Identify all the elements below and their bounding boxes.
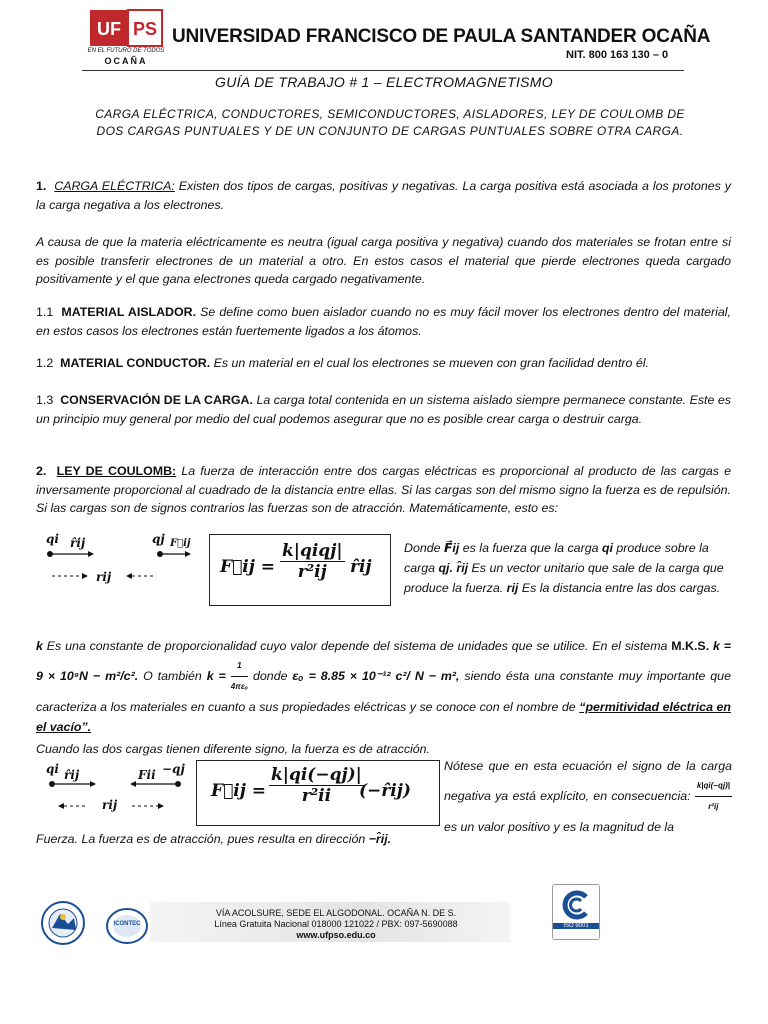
nit: NIT. 800 163 130 – 0 bbox=[566, 49, 669, 61]
distance-label: rij bbox=[102, 798, 118, 812]
section-1-heading: CARGA ELÉCTRICA: bbox=[54, 179, 175, 193]
section-1-2: 1.2 MATERIAL CONDUCTOR. Es un material en el cual los electrones se mueven con gran facilidad dentro él. bbox=[36, 356, 649, 370]
distance-label: rij bbox=[96, 570, 112, 584]
section-1-3: 1.3 CONSERVACIÓN DE LA CARGA. La carga total contenida en un sistema aislado siempre permanece constante. Este es un principio muy general por medio del cual podemos asegurar que no es posible crear carga o destruir carga. bbox=[36, 393, 731, 426]
attraction-intro: Cuando las dos cargas tienen diferente signo, la fuerza es de atracción. bbox=[36, 742, 430, 756]
header-divider bbox=[82, 70, 684, 71]
final-line: Fuerza. La fuerza es de atracción, pues resulta en dirección −r̂ij. bbox=[36, 832, 392, 846]
neutral-paragraph: A causa de que la materia eléctricamente es neutra (igual carga positiva y negativa) cuando dos materiales se frotan entre si es posible transferir electrones de un material a otro. En estos casos el material que pierde electrones queda cargado positivamente y el que gana electrones queda cargado negativamente. bbox=[36, 235, 731, 286]
equation-2-description: Nótese que en esta ecuación el signo de la carga negativa ya está explícito, en consecuencia: $\frac{k|qi(-qj)|}{\text{r²ij}}$ es un valor positivo y es la magnitud de la bbox=[444, 759, 732, 834]
footer-seal-icontec bbox=[104, 906, 150, 946]
charge-qj-label: qj bbox=[152, 532, 165, 546]
coulomb-diagram-attraction bbox=[40, 762, 190, 818]
k-constant-paragraph: k Es una constante de proporcionalidad cuyo valor depende del sistema de unidades que se utilice. En el sistema M.K.S. k = 9 × 10⁹N − m²/c². O también k = $\frac{1}{\text{4πεₒ}}$ donde εₒ = 8.85 × 10⁻¹² c²/ N − m², siendo ésta una constante muy importante que caracteriza a los materiales en cuanto a sus propiedades eléctricas y se conoce con el nombre de “permitividad eléctrica en el vacío”. bbox=[36, 639, 731, 734]
svg-text:PS: PS bbox=[132, 19, 158, 39]
coulomb-diagram-repulsion bbox=[40, 532, 200, 592]
section-1-1: 1.1 MATERIAL AISLADOR. Se define como buen aislador cuando no es muy fácil mover los electrones dentro del material, en estos casos los electrones están fuertemente ligados a los átomos. bbox=[36, 305, 731, 338]
unit-vector-label: r̂ij bbox=[64, 768, 80, 782]
university-logo bbox=[84, 8, 168, 70]
charge-qi-label: qi bbox=[46, 762, 59, 776]
unit-vector-label: r̂ij bbox=[70, 536, 86, 550]
footer-seal-colombia bbox=[38, 900, 88, 946]
charge-neg-qj-label: −qj bbox=[162, 762, 185, 776]
icontec-label: ICONTEC bbox=[113, 921, 141, 927]
subtitle: CARGA ELÉCTRICA, CONDUCTORES, SEMICONDUCTORES, AISLADORES, LEY DE COULOMB DE DOS CARGAS PUNTUALES Y DE UN CONJUNTO DE CARGAS PUNTUALES SOBRE OTRA CARGA. bbox=[95, 107, 685, 138]
footer-address: VÍA ACOLSURE, SEDE EL ALGODONAL. OCAÑA N. DE S. bbox=[215, 908, 457, 918]
force-label: Fii bbox=[138, 768, 156, 782]
logo-city: OCAÑA bbox=[104, 56, 148, 66]
attraction-equation-box: F⃗ij = $\frac{k|qi(-qj)|}{\text{r²ii}}$ (−r̂ij) bbox=[196, 760, 440, 826]
force-label: F⃗ij bbox=[170, 538, 191, 549]
iso-certification-badge bbox=[552, 884, 600, 940]
footer-website: www.ufpso.edu.co bbox=[296, 930, 376, 940]
section-1: 1. CARGA ELÉCTRICA: Existen dos tipos de cargas, positivas y negativas. La carga positiva está asociada a los protones y la carga negativa a los electrones. bbox=[36, 179, 731, 212]
footer-phone: Línea Gratuita Nacional 018000 121022 / PBX: 097-5690088 bbox=[214, 919, 458, 929]
svg-text:UF: UF bbox=[97, 19, 121, 39]
section-2: 2. LEY DE COULOMB: La fuerza de interacción entre dos cargas eléctricas es proporcional al producto de las cargas e inversamente proporcional al cuadrado de la distancia entre ellas. Si las cargas son del mismo signo la fuerza es de repulsión. Si las cargas son de signos contrarios las fuerzas son de atracción. Matemáticamente, esto es: bbox=[36, 464, 731, 515]
equation-1-description: Donde F⃗ij es la fuerza que la carga qi produce sobre la carga qj. r̂ij Es un vector unitario que sale de la carga que produce la fuerza. rij Es la distancia entre las dos cargas. bbox=[404, 541, 724, 595]
university-name: UNIVERSIDAD FRANCISCO DE PAULA SANTANDER OCAÑA bbox=[172, 26, 711, 47]
iso-label: ISO 9001 bbox=[553, 923, 599, 929]
guide-title: GUÍA DE TRABAJO # 1 – ELECTROMAGNETISMO bbox=[215, 74, 553, 90]
charge-qi-label: qi bbox=[46, 532, 59, 546]
logo-slogan: EN EL FUTURO DE TODOS bbox=[87, 48, 165, 54]
coulomb-equation-box: F⃗ij = k|qiqj| r²ij r̂ij bbox=[209, 534, 391, 606]
